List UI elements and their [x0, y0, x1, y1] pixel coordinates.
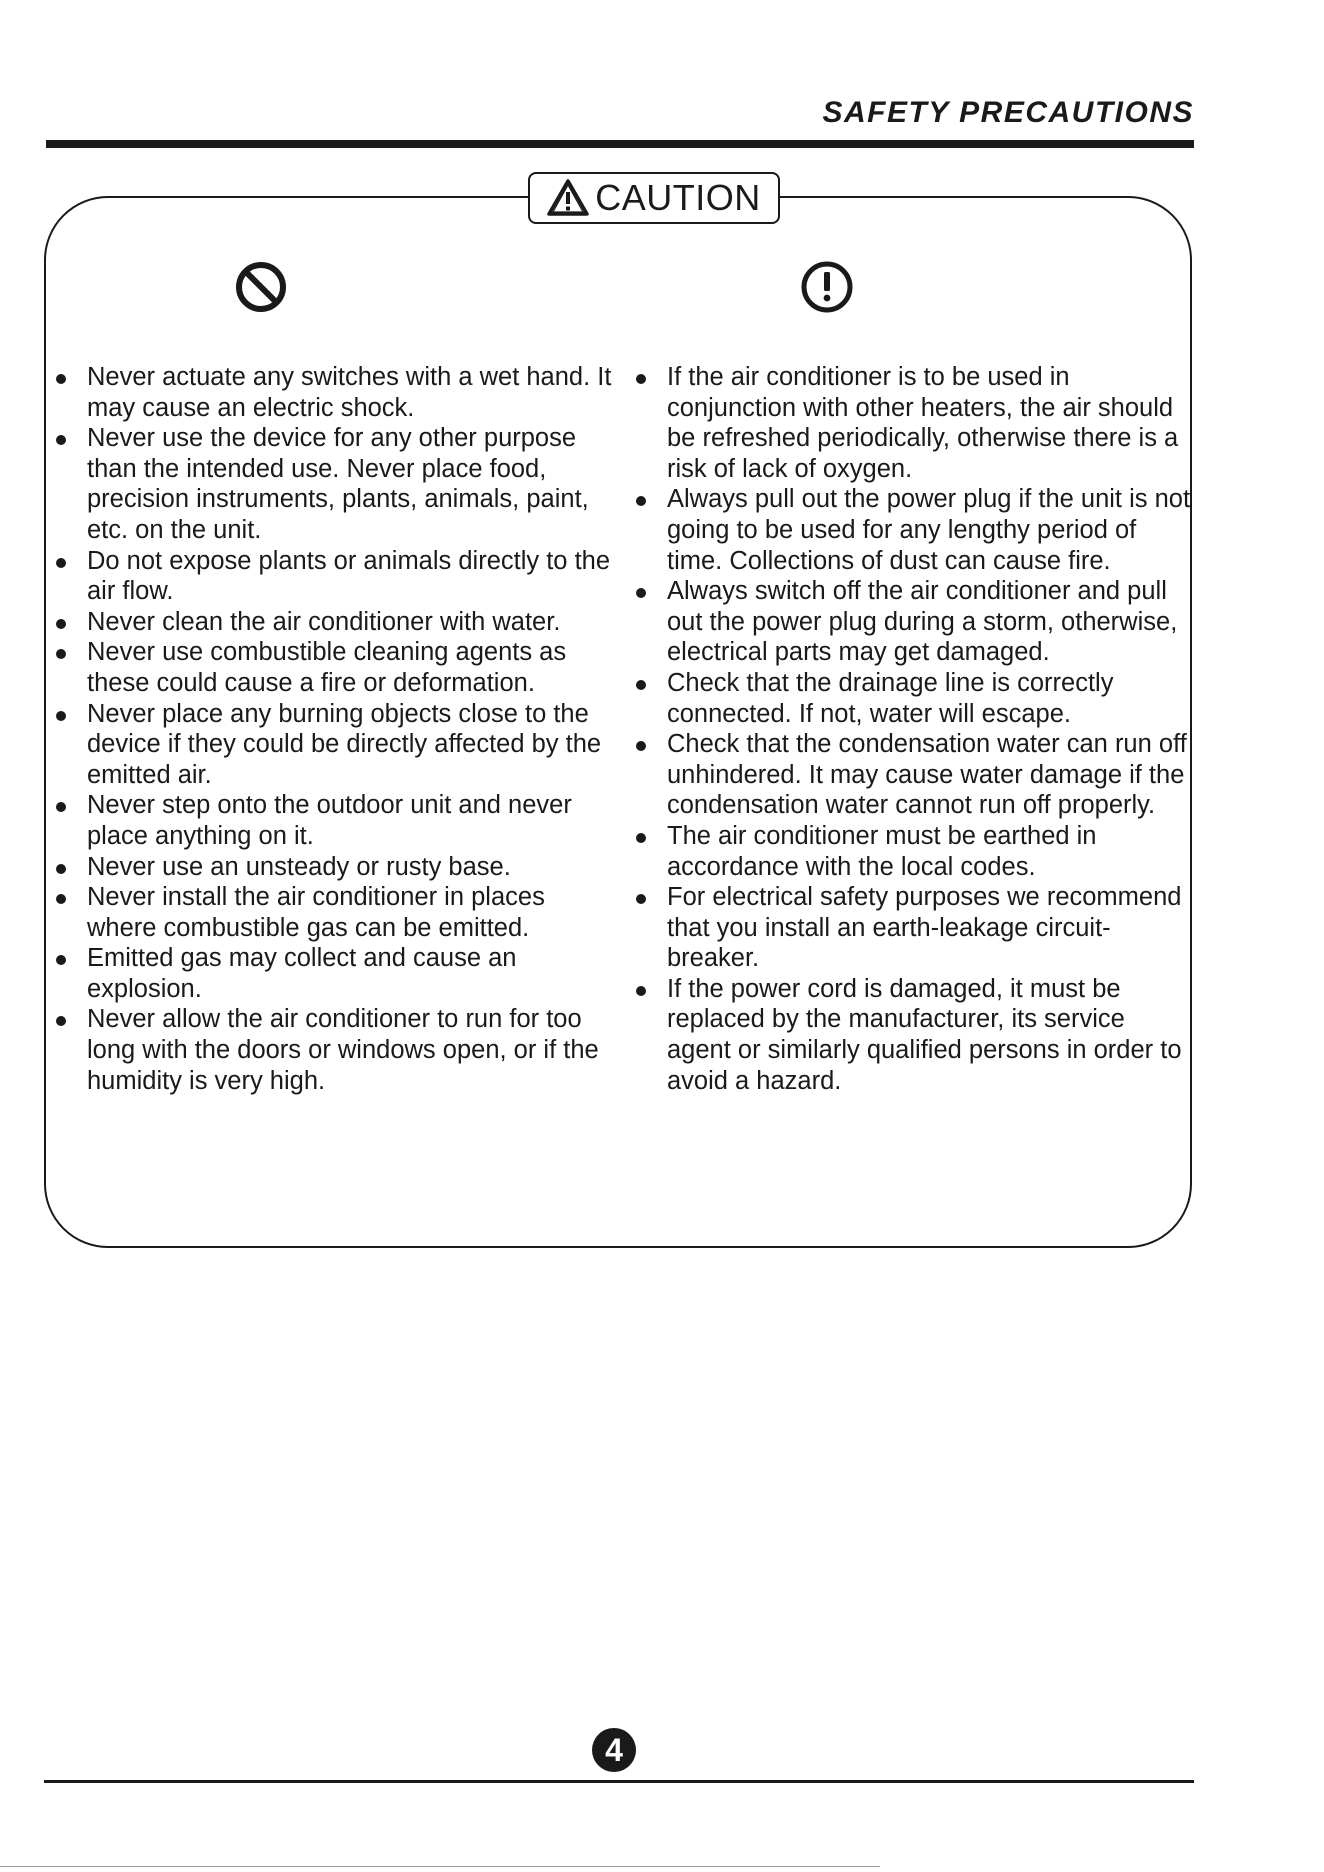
bullet-icon [56, 711, 66, 721]
bullet-icon [636, 833, 646, 843]
list-item [54, 362, 614, 423]
bullet-icon [56, 1016, 66, 1026]
list-item [634, 668, 1192, 729]
bullet-icon [636, 894, 646, 904]
prohibition-icon [234, 260, 288, 314]
list-item-text: Never use combustible cleaning agents as these could cause a fire or deformation. [87, 638, 567, 697]
list-item-text: Never place any burning objects close to the device if they could be directly affected by the emitted air. [87, 699, 602, 789]
list-item [54, 637, 614, 698]
list-item-text: Do not expose plants or animals directly to the air flow. [87, 546, 611, 606]
page-number: 4 [592, 1728, 636, 1772]
warning-triangle-icon [547, 179, 589, 217]
list-item-text: Check that the drainage line is correctly connected. If not, water will escape. [667, 668, 1114, 728]
bullet-icon [56, 374, 66, 384]
list-item [54, 943, 614, 1004]
list-item [634, 882, 1192, 974]
list-item [634, 362, 1192, 484]
list-item [634, 484, 1192, 576]
bullet-icon [636, 680, 646, 690]
bullet-icon [636, 496, 646, 506]
bullet-icon [636, 374, 646, 384]
bullet-icon [56, 435, 66, 445]
bullet-icon [56, 802, 66, 812]
bullet-icon [56, 955, 66, 965]
list-item [634, 729, 1192, 821]
bullet-icon [636, 986, 646, 996]
list-item [54, 790, 614, 851]
bullet-icon [56, 649, 66, 659]
bullet-icon [636, 588, 646, 598]
prohibited-actions-list [54, 362, 614, 1096]
list-item [54, 699, 614, 791]
list-item-text: If the power cord is damaged, it must be replaced by the manufacturer, its service agent or similarly qualified persons in order to avoid a hazard. [667, 974, 1182, 1095]
list-item-text: Never actuate any switches with a wet hand. It may cause an electric shock. [87, 363, 612, 422]
list-item-text: Check that the condensation water can run off unhindered. It may cause water damage if the condensation water cannot run off properly. [667, 730, 1187, 820]
list-item-text: Never use the device for any other purpose than the intended use. Never place food, precision instruments, plants, animals, paint, etc. on the unit. [87, 424, 589, 544]
list-item [54, 1004, 614, 1096]
bullet-icon [56, 558, 66, 568]
list-item [54, 423, 614, 545]
list-item [634, 974, 1192, 1096]
list-item-text: The air conditioner must be earthed in accordance with the local codes. [667, 821, 1097, 881]
list-item-text: For electrical safety purposes we recommend that you install an earth-leakage circuit-breaker. [667, 883, 1182, 973]
caution-heading [528, 172, 780, 224]
list-item [54, 546, 614, 607]
caution-label: CAUTION [595, 177, 761, 218]
header-rule [46, 140, 1194, 148]
required-actions-list [634, 362, 1192, 1096]
scan-edge-line [0, 1866, 880, 1867]
list-item-text: Never install the air conditioner in places where combustible gas can be emitted. [87, 883, 545, 942]
list-item [54, 852, 614, 883]
list-item-text: Never step onto the outdoor unit and never place anything on it. [87, 791, 572, 850]
list-item-text: Never clean the air conditioner with water. [87, 607, 561, 636]
list-item [54, 882, 614, 943]
footer-rule [44, 1780, 1194, 1783]
list-item-text: Never use an unsteady or rusty base. [87, 852, 511, 881]
bullet-icon [56, 864, 66, 874]
mandatory-action-icon [800, 260, 854, 314]
bullet-icon [56, 894, 66, 904]
bullet-icon [636, 741, 646, 751]
list-item-text: Always pull out the power plug if the unit is not going to be used for any lengthy period of time. Collections of dust can cause fire. [667, 485, 1191, 575]
bullet-icon [56, 619, 66, 629]
list-item-text: Always switch off the air conditioner and pull out the power plug during a storm, otherwise, electrical parts may get damaged. [667, 577, 1178, 667]
list-item-text: Never allow the air conditioner to run for too long with the doors or windows open, or if the humidity is very high. [87, 1005, 599, 1095]
page-title: SAFETY PRECAUTIONS [822, 96, 1194, 129]
list-item-text: Emitted gas may collect and cause an explosion. [87, 944, 517, 1003]
list-item [634, 821, 1192, 882]
list-item [54, 607, 614, 638]
list-item [634, 576, 1192, 668]
list-item-text: If the air conditioner is to be used in conjunction with other heaters, the air should be refreshed periodically, otherwise there is a risk of lack of oxygen. [667, 363, 1179, 483]
